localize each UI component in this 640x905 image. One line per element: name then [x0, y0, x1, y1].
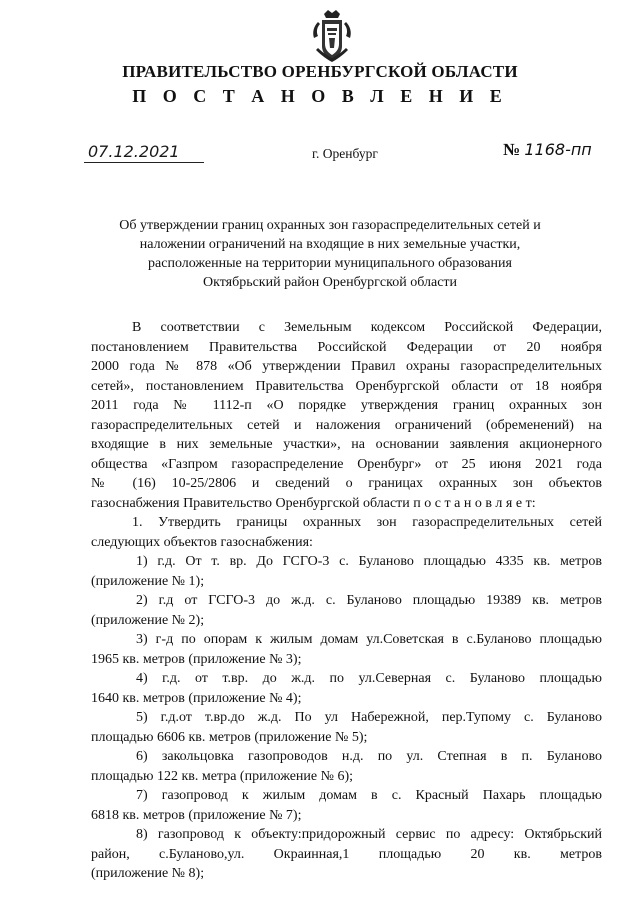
- list-item-3: 3) г-д по опорам к жилым домам ул.Советская в с.Буланово площадью: [136, 632, 602, 647]
- list-item-5-cont: площадью 6606 кв. метров (приложение № 5);: [91, 729, 368, 745]
- body-line: сетей», постановлением Правительства Оренбургской области от 18 ноября: [91, 378, 602, 394]
- subject-line: расположенные на территории муниципального образования: [148, 256, 512, 271]
- list-item-3-cont: 1965 кв. метров (приложение № 3);: [91, 651, 302, 667]
- body-line: постановлением Правительства Российской Федерации от 20 ноября: [91, 339, 602, 355]
- list-item-2: 2) г.д от ГСГО-3 до ж.д. с. Буланово площадью 19389 кв. метров: [136, 593, 602, 608]
- list-item-6: 6) закольцовка газопроводов н.д. по ул. Степная в п. Буланово: [136, 749, 602, 764]
- body-line: 2011 года № 1112-п «О порядке утверждения границ охранных зон: [91, 398, 602, 413]
- body-line: следующих объектов газоснабжения:: [91, 534, 313, 550]
- body-line: 1. Утвердить границы охранных зон газораспределительных сетей: [132, 515, 602, 530]
- decree-date: 07.12.2021: [88, 142, 180, 161]
- subject-line: Октябрьский район Оренбургской области: [202, 275, 458, 290]
- list-item-1: 1) г.д. От т. вр. До ГСГО-3 с. Буланово площадью 4335 кв. метров: [136, 554, 602, 569]
- body-line: общества «Газпром газораспределение Оренбург» от 25 июня 2021 года: [91, 456, 602, 472]
- government-title: ПРАВИТЕЛЬСТВО ОРЕНБУРГСКОЙ ОБЛАСТИ: [122, 62, 518, 81]
- list-item-1-cont: (приложение № 1);: [91, 573, 205, 589]
- body-line: 2000 года № 878 «Об утверждении Правил охраны газораспределительных: [91, 359, 602, 374]
- list-item-4: 4) г.д. от т.вр. до ж.д. по ул.Северная с. Буланово площадью: [136, 671, 602, 686]
- subject-line: Об утверждении границ охранных зон газораспределительных сетей и: [119, 218, 541, 233]
- number-prefix: №: [503, 140, 521, 159]
- subject-line: наложении ограничений на входящие в них земельные участки,: [139, 237, 521, 252]
- list-item-4-cont: 1640 кв. метров (приложение № 4);: [91, 690, 302, 706]
- list-item-8-cont: (приложение № 8);: [91, 866, 205, 881]
- number-value: 1168-пп: [524, 140, 592, 159]
- body-line: газораспределительных сетей и наложения ограничений (обременений) на: [91, 417, 602, 433]
- list-item-7: 7) газопровод к жилым домам в с. Красный Пахарь площадью: [136, 788, 602, 803]
- document-type-title: П О С Т А Н О В Л Е Н И Е: [132, 86, 508, 106]
- body-line: В соответствии с Земельным кодексом Российской Федерации,: [132, 320, 602, 335]
- list-item-8-cont: район, с.Буланово,ул. Окраинная,1 площадью 20 кв. метров: [91, 846, 602, 862]
- decree-subject: [100, 216, 560, 292]
- body-line: газоснабжения Правительство Оренбургской области п о с т а н о в л я е т:: [91, 495, 536, 511]
- list-item-7-cont: 6818 кв. метров (приложение № 7);: [91, 807, 302, 823]
- list-item-6-cont: площадью 122 кв. метра (приложение № 6);: [91, 768, 354, 784]
- coat-of-arms-emblem: [310, 8, 354, 64]
- list-item-5: 5) г.д.от т.вр.до ж.д. По ул Набережной, пер.Тупому с. Буланово: [136, 710, 602, 725]
- list-item-2-cont: (приложение № 2);: [91, 612, 205, 628]
- list-item-8: 8) газопровод к объекту:придорожный сервис по адресу: Октябрьский: [136, 827, 602, 842]
- date-underline: [84, 162, 204, 163]
- body-line: № (16) 10-25/2806 и сведений о границах охранных зон объектов: [91, 476, 602, 491]
- body-line: входящие в них земельные участки», на основании заявления акционерного: [91, 437, 602, 452]
- decree-city: г. Оренбург: [312, 146, 378, 161]
- decree-number: [503, 140, 592, 160]
- decree-body: [91, 318, 602, 884]
